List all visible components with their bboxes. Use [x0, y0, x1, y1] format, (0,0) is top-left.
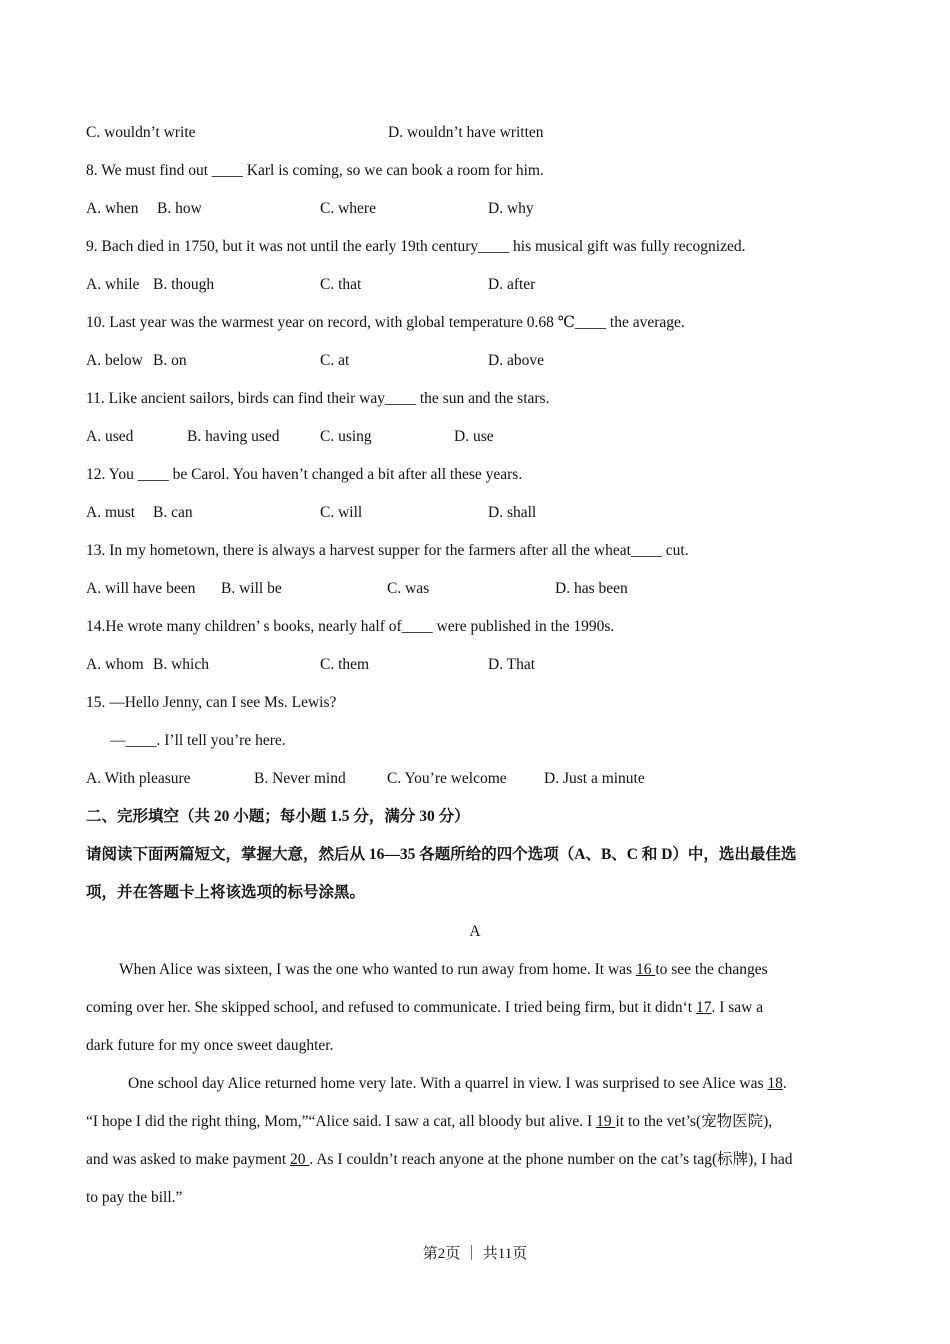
- q13-option-d: D. has been: [555, 580, 628, 597]
- q15-option-a: A. With pleasure: [86, 770, 191, 787]
- passage-p2-line1: [128, 1074, 787, 1094]
- q9-option-c: C. that: [320, 276, 362, 293]
- passage-text: . As I couldn’t reach anyone at the phone number on the cat’s tag(标牌), I had: [309, 1151, 793, 1168]
- passage-text: “I hope I did the right thing, Mom,”“Alice said. I saw a cat, all bloody but alive. I: [86, 1113, 597, 1130]
- passage-text: and was asked to make payment: [86, 1151, 291, 1168]
- blank-19: 19: [596, 1113, 616, 1130]
- passage-text: coming over her. She skipped school, and refused to communicate. I tried being firm, but it didn‘t: [86, 999, 696, 1016]
- blank-17: 17: [695, 999, 712, 1016]
- page-footer: 第2页 ｜ 共11页: [422, 1246, 528, 1262]
- q14-option-d: D. That: [488, 656, 536, 673]
- q11-option-c: C. using: [320, 428, 372, 445]
- q14-stem: 14.He wrote many children’ s books, nearly half of____ were published in the 1990s.: [86, 618, 615, 635]
- passage-p2-line4: to pay the bill.”: [86, 1189, 183, 1206]
- q9-option-d: D. after: [488, 276, 536, 293]
- passage-text: to see the changes: [655, 961, 768, 978]
- q11-option-d: D. use: [454, 428, 494, 445]
- q8-option-b: B. how: [157, 200, 202, 217]
- blank-16: 16: [635, 961, 656, 978]
- q11-option-b: B. having used: [187, 428, 280, 445]
- section2-instructions-line1: 请阅读下面两篇短文，掌握大意，然后从 16—35 各题所给的四个选项（A、B、C 和 D）中，选出最佳选: [86, 846, 797, 863]
- q15-option-b: B. Never mind: [254, 770, 346, 787]
- passage-p1-line2: [86, 998, 763, 1018]
- q8-option-c: C. where: [320, 200, 376, 217]
- q10-option-b: B. on: [153, 352, 187, 369]
- passage-text: When Alice was sixteen, I was the one who wanted to run away from home. It was: [119, 961, 636, 978]
- q9-option-b: B. though: [153, 276, 215, 293]
- q9-stem: 9. Bach died in 1750, but it was not until the early 19th century____ his musical gift was fully recognized.: [86, 238, 746, 255]
- passage-text: it to the vet’s(宠物医院),: [615, 1113, 773, 1130]
- q12-option-a: A. must: [86, 504, 136, 521]
- q8-option-a: A. when: [86, 200, 139, 217]
- q12-option-d: D. shall: [488, 504, 537, 521]
- passage-text: . I saw a: [711, 999, 764, 1016]
- q10-stem: 10. Last year was the warmest year on record, with global temperature 0.68 ℃____ the average.: [86, 314, 685, 331]
- passage-p2-line2: [86, 1112, 772, 1132]
- q12-option-b: B. can: [153, 504, 193, 521]
- q9-option-a: A. while: [86, 276, 140, 293]
- q14-option-a: A. whom: [86, 656, 144, 673]
- q12-stem: 12. You ____ be Carol. You haven’t changed a bit after all these years.: [86, 466, 523, 483]
- passage-p2-line3: [86, 1150, 793, 1170]
- blank-18: 18: [767, 1075, 783, 1092]
- q11-option-a: A. used: [86, 428, 134, 445]
- q15-reply: —____. I’ll tell you’re here.: [110, 732, 286, 749]
- q8-option-d: D. why: [488, 200, 534, 217]
- q8-stem: 8. We must find out ____ Karl is coming, so we can book a room for him.: [86, 162, 544, 179]
- passage-text: .: [782, 1075, 787, 1092]
- q13-stem: 13. In my hometown, there is always a harvest supper for the farmers after all the wheat____ cut.: [86, 542, 689, 559]
- passage-label: A: [469, 923, 481, 940]
- q10-option-a: A. below: [86, 352, 143, 369]
- q14-option-b: B. which: [153, 656, 209, 673]
- q13-option-b: B. will be: [221, 580, 282, 597]
- q15-option-d: D. Just a minute: [544, 770, 645, 787]
- q10-option-c: C. at: [320, 352, 350, 369]
- q10-option-d: D. above: [488, 352, 544, 369]
- q15-option-c: C. You’re welcome: [387, 770, 507, 787]
- passage-p1-line1: [119, 960, 768, 980]
- q13-option-a: A. will have been: [86, 580, 196, 597]
- q13-option-c: C. was: [387, 580, 430, 597]
- q7-option-c: C. wouldn’t write: [86, 124, 196, 141]
- passage-text: One school day Alice returned home very late. With a quarrel in view. I was surprised to see Alice was: [128, 1075, 768, 1092]
- q12-option-c: C. will: [320, 504, 363, 521]
- q14-option-c: C. them: [320, 656, 370, 673]
- q7-option-d: D. wouldn’t have written: [388, 124, 544, 141]
- q11-stem: 11. Like ancient sailors, birds can find their way____ the sun and the stars.: [86, 390, 550, 407]
- q15-stem: 15. —Hello Jenny, can I see Ms. Lewis?: [86, 694, 337, 711]
- section2-instructions-line2: 项，并在答题卡上将该选项的标号涂黑。: [86, 884, 366, 901]
- passage-p1-line3: dark future for my once sweet daughter.: [86, 1037, 334, 1054]
- blank-20: 20: [290, 1151, 310, 1168]
- section2-heading: 二、完形填空（共 20 小题；每小题 1.5 分，满分 30 分）: [86, 808, 470, 825]
